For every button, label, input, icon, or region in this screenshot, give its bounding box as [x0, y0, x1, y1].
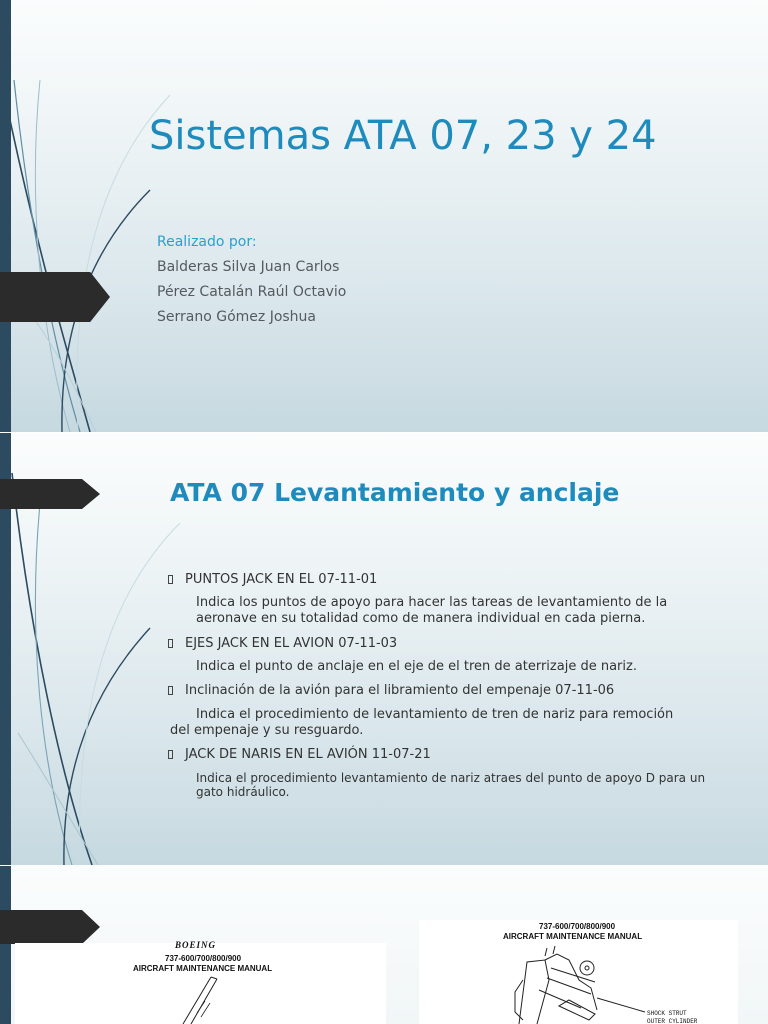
slide-arrow-tab — [0, 479, 100, 509]
list-item-heading: EJES JACK EN EL AVION 07-11-03 — [168, 636, 397, 651]
list-item-heading: Inclinación de la avión para el libramiento del empenaje 07-11-06 — [168, 683, 614, 698]
manual-title: AIRCRAFT MAINTENANCE MANUAL — [503, 932, 643, 941]
slide-diagrams — [0, 866, 768, 1024]
manual-title: AIRCRAFT MAINTENANCE MANUAL — [133, 964, 273, 973]
landing-gear-diagram-left — [15, 943, 386, 1024]
list-item-description: Indica el procedimiento de levantamiento de tren de nariz para remoción — [196, 707, 674, 722]
bullet-icon — [168, 639, 173, 648]
list-item-heading: PUNTOS JACK EN EL 07-11-01 — [168, 572, 377, 587]
callout-label: SHOCK STRUT — [647, 1010, 687, 1017]
bullet-icon — [168, 750, 173, 759]
aircraft-model: 737-600/700/800/900 — [539, 922, 616, 931]
manual-page-left — [15, 940, 386, 1024]
boeing-logo: BOEING — [175, 940, 217, 950]
callout-label: OUTER CYLINDER — [647, 1018, 698, 1024]
slide-ata07 — [0, 433, 768, 865]
slide-edge-bar — [0, 866, 11, 1024]
nose-gear-diagram-right — [419, 920, 738, 1024]
decorative-swirls — [0, 0, 200, 432]
author-name: Serrano Gómez Joshua — [157, 309, 317, 325]
presentation-title: Sistemas ATA 07, 23 y 24 — [149, 113, 657, 159]
slide-arrow-tab — [0, 272, 110, 322]
slide-title — [0, 0, 768, 432]
aircraft-model: 737-600/700/800/900 — [165, 954, 242, 963]
bullet-icon — [168, 575, 173, 584]
list-item-description: Indica el punto de anclaje en el eje de el tren de aterrizaje de nariz. — [196, 659, 637, 674]
list-item-description: del empenaje y su resguardo. — [170, 723, 364, 738]
bullet-icon — [168, 686, 173, 695]
section-title: ATA 07 Levantamiento y anclaje — [170, 478, 620, 507]
slide-arrow-tab — [0, 910, 100, 944]
list-item-description: Indica los puntos de apoyo para hacer las tareas de levantamiento de la aeronave en su totalidad como de manera individual en cada pierna. — [196, 595, 668, 626]
author-name: Balderas Silva Juan Carlos — [157, 259, 340, 275]
author-name: Pérez Catalán Raúl Octavio — [157, 284, 347, 300]
manual-page-right — [419, 920, 738, 1024]
list-item-description: Indica el procedimiento levantamiento de nariz atraes del punto de apoyo D para un gato hidráulico. — [196, 771, 706, 799]
authors-label: Realizado por: — [157, 234, 257, 250]
list-item-heading: JACK DE NARIS EN EL AVIÓN 11-07-21 — [168, 747, 431, 762]
